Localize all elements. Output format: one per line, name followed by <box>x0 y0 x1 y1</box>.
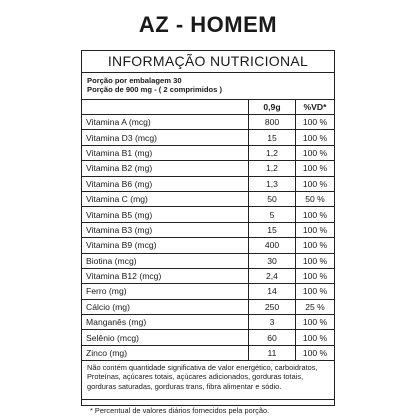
nutrient-amount: 50 <box>249 191 296 206</box>
nutrient-amount: 1,2 <box>249 145 296 160</box>
nutrient-dv: 50 % <box>296 191 335 206</box>
panel-title: INFORMAÇÃO NUTRICIONAL <box>82 51 334 73</box>
table-row <box>82 207 334 222</box>
nutrient-dv: 100 % <box>296 315 335 330</box>
table-header-row <box>82 100 334 115</box>
nutrient-amount: 1,2 <box>249 161 296 176</box>
nutrient-name: Vitamina C (mg) <box>82 191 249 206</box>
nutrient-dv: 100 % <box>296 253 335 268</box>
nutrient-dv: 100 % <box>296 115 335 130</box>
nutrient-amount: 250 <box>249 299 296 314</box>
nutrient-amount: 1,3 <box>249 176 296 191</box>
table-row <box>82 315 334 330</box>
nutrient-dv: 100 % <box>296 284 335 299</box>
nutrient-name: Ferro (mg) <box>82 284 249 299</box>
disclaimer-text: Não contém quantidade significativa de valor energético, carboidratos, Proteínas, açúcares totais, açúcares adicionados, gorduras totais, gorduras saturadas, gorduras trans, fibra alimentar e sódio. <box>82 361 334 400</box>
table-row <box>82 161 334 176</box>
nutrient-name: Vitamina B9 (mcg) <box>82 238 249 253</box>
nutrient-amount: 14 <box>249 284 296 299</box>
header-blank <box>82 100 249 115</box>
nutrient-amount: 3 <box>249 315 296 330</box>
header-dv: %VD* <box>296 100 335 115</box>
nutrient-amount: 30 <box>249 253 296 268</box>
nutrient-dv: 100 % <box>296 207 335 222</box>
nutrient-dv: 100 % <box>296 161 335 176</box>
table-row <box>82 222 334 237</box>
nutrient-amount: 15 <box>249 130 296 145</box>
table-row <box>82 330 334 345</box>
nutrient-dv: 100 % <box>296 130 335 145</box>
table-row <box>82 115 334 130</box>
nutrient-name: Vitamina B6 (mg) <box>82 176 249 191</box>
nutrient-amount: 5 <box>249 207 296 222</box>
product-title: AZ - HOMEM <box>138 12 278 37</box>
nutrient-dv: 100 % <box>296 145 335 160</box>
nutrition-facts-panel <box>81 50 335 416</box>
nutrient-name: Vitamina B2 (mg) <box>82 161 249 176</box>
table-row <box>82 253 334 268</box>
nutrient-amount: 11 <box>249 345 296 360</box>
nutrient-name: Vitamina A (mcg) <box>82 115 249 130</box>
table-row <box>82 176 334 191</box>
header-amount: 0,9g <box>249 100 296 115</box>
nutrient-dv: 100 % <box>296 222 335 237</box>
nutrient-dv: 100 % <box>296 176 335 191</box>
nutrient-name: Vitamina D3 (mcg) <box>82 130 249 145</box>
nutrient-amount: 400 <box>249 238 296 253</box>
nutrient-table <box>82 100 334 361</box>
table-row <box>82 145 334 160</box>
table-row <box>82 299 334 314</box>
portion-info <box>82 73 334 100</box>
nutrient-amount: 15 <box>249 222 296 237</box>
nutrient-dv: 100 % <box>296 345 335 360</box>
nutrient-name: Biotina (mcg) <box>82 253 249 268</box>
nutrient-name: Vitamina B5 (mg) <box>82 207 249 222</box>
nutrient-amount: 60 <box>249 330 296 345</box>
nutrient-name: Manganês (mg) <box>82 315 249 330</box>
nutrient-name: Zinco (mg) <box>82 345 249 360</box>
nutrient-amount: 800 <box>249 115 296 130</box>
nutrient-name: Vitamina B1 (mg) <box>82 145 249 160</box>
table-row <box>82 345 334 360</box>
nutrient-name: Vitamina B12 (mcg) <box>82 268 249 283</box>
nutrient-dv: 100 % <box>296 330 335 345</box>
footnote-text: * Percentual de valores diários fornecidos pela porção. <box>90 406 270 416</box>
table-row <box>82 238 334 253</box>
nutrient-amount: 2,4 <box>249 268 296 283</box>
nutrient-dv: 100 % <box>296 268 335 283</box>
nutrient-dv: 100 % <box>296 238 335 253</box>
nutrient-name: Selênio (mcg) <box>82 330 249 345</box>
portion-line-2: Porção de 900 mg - ( 2 comprimidos ) <box>87 85 223 95</box>
table-row <box>82 191 334 206</box>
nutrient-name: Vitamina B3 (mg) <box>82 222 249 237</box>
portion-line-1: Porção por embalagem 30 <box>87 76 182 85</box>
table-row <box>82 284 334 299</box>
nutrient-dv: 25 % <box>296 299 335 314</box>
table-row <box>82 268 334 283</box>
table-row <box>82 130 334 145</box>
nutrient-table-body <box>82 100 334 361</box>
nutrient-name: Cálcio (mg) <box>82 299 249 314</box>
